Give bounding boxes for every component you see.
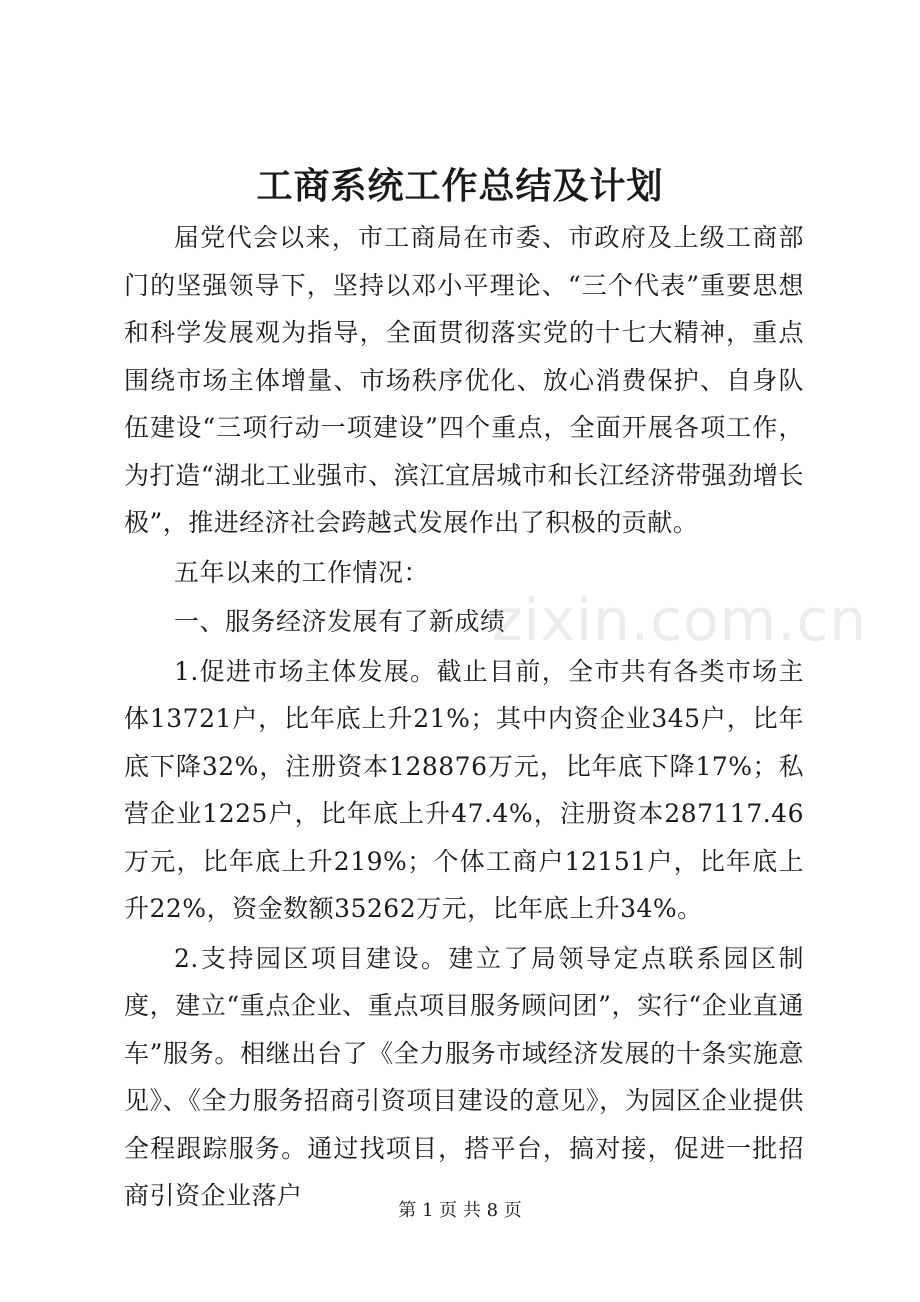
document-body: [124, 214, 804, 1220]
section-heading-one: 一、服务经济发展有了新成绩: [174, 607, 506, 636]
watermark: zixin.com.cn: [492, 586, 868, 654]
paragraph-work-overview: 五年以来的工作情况：: [174, 557, 430, 587]
paragraph-market-entities: 1.促进市场主体发展。截止目前，全市共有各类市场主体13721户，比年底上升21%；其中内资企业345户，比年底下降32%，注册资本128876万元，比年底下降17%；私营企业1225户，比年底上升47.4%，注册资本287117.46万元，比年底上升219%；个体工商户12151户，比年底上升22%，资金数额35262万元，比年底上升34%。: [124, 656, 804, 923]
page-footer: 第 1 页 共 8 页: [398, 1200, 522, 1221]
paragraph-intro: 届党代会以来，市工商局在市委、市政府及上级工商部门的坚强领导下，坚持以邓小平理论、“三个代表”重要思想和科学发展观为指导，全面贯彻落实党的十七大精神，重点围绕市场主体增量、市场秩序优化、放心消费保护、自身队伍建设“三项行动一项建设”四个重点，全面开展各项工作，为打造“湖北工业强市、滨江宜居城市和长江经济带强劲增长极”，推进经济社会跨越式发展作出了积极的贡献。: [124, 223, 804, 537]
document-title: 工商系统工作总结及计划: [256, 165, 664, 207]
paragraph-park-projects: 2.支持园区项目建设。建立了局领导定点联系园区制度，建立“重点企业、重点项目服务顾问团”，实行“企业直通车”服务。相继出台了《全力服务市域经济发展的十条实施意见》、《全力服务招商引资项目建设的意见》，为园区企业提供全程跟踪服务。通过找项目，搭平台，搞对接，促进一批招商引资企业落户: [124, 943, 804, 1210]
